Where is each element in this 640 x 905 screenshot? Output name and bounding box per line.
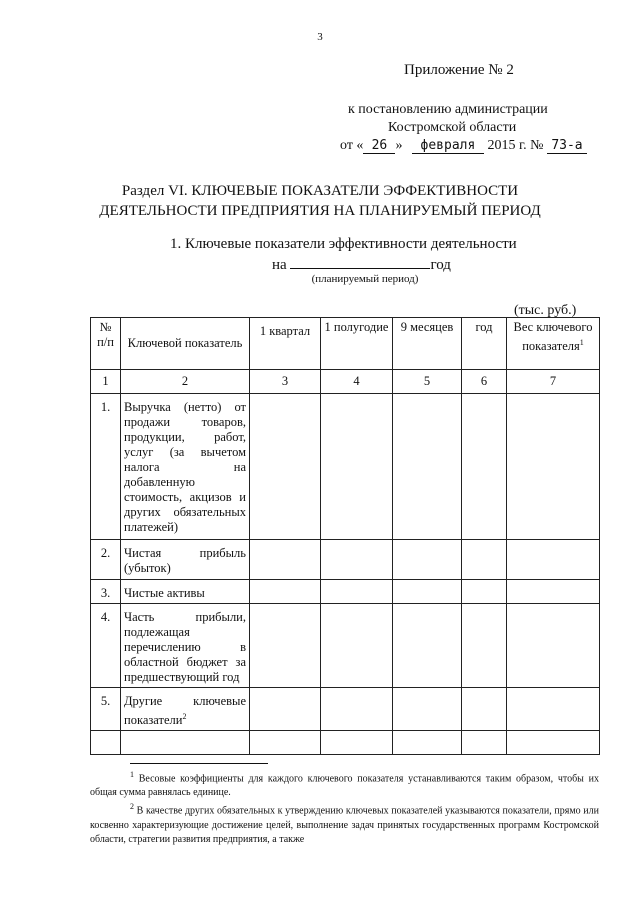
row-indicator: Чистая прибыль (убыток) [121,540,250,580]
row-number: 3. [91,580,121,604]
column-number-row [91,370,600,394]
cell-year[interactable] [462,604,507,688]
cell-empty[interactable] [250,731,321,755]
table-row [91,604,600,688]
table-row [91,394,600,540]
cell-weight[interactable] [507,394,600,540]
header-q1: 1 квартал [250,318,321,370]
col-number: 5 [393,370,462,394]
table-subtitle: 1. Ключевые показатели эффективности деятельности [170,236,517,252]
cell-year[interactable] [462,540,507,580]
cell-q1[interactable] [250,580,321,604]
cell-q1[interactable] [250,604,321,688]
footnote-mark-2: 2 [130,802,134,812]
decree-line-2: Костромской области [388,120,517,135]
cell-h1[interactable] [321,604,393,688]
header-num: № п/п [91,318,121,370]
cell-q1[interactable] [250,688,321,731]
cell-9m[interactable] [393,604,462,688]
cell-empty[interactable] [462,731,507,755]
decree-number: 73-а [547,139,587,154]
table-row [91,688,600,731]
footnotes [90,768,599,847]
table-row [91,540,600,580]
cell-h1[interactable] [321,540,393,580]
footnote-ref-2: 2 [182,712,187,721]
cell-weight[interactable] [507,580,600,604]
appendix-heading: Приложение № 2 [404,62,514,78]
row-indicator [121,688,250,731]
row-number: 5. [91,688,121,731]
table-row-empty [91,731,600,755]
planned-period-line [272,254,451,274]
row-number: 4. [91,604,121,688]
cell-h1[interactable] [321,394,393,540]
header-weight-text: Вес ключевого показателя [513,320,593,354]
units-label: (тыс. руб.) [514,303,577,318]
footnote-ref-1: 1 [579,338,584,347]
decree-year: 2015 г. № [487,138,544,153]
section-title-line-1: Раздел VI. КЛЮЧЕВЫЕ ПОКАЗАТЕЛИ ЭФФЕКТИВНОСТИ [121,183,519,199]
table-row [91,580,600,604]
period-suffix: год [430,257,451,273]
footnote-2-text: В качестве других обязательных к утверждению ключевых показателей указываются показатели, прямо или косвенно характеризующие достижение целей, выполнение задач принятых государственных программ Костромской области, стратегии развития предприятия, а также [90,805,600,845]
col-number: 6 [462,370,507,394]
header-indicator: Ключевой показатель [121,318,250,370]
cell-9m[interactable] [393,580,462,604]
footnote-separator [130,763,268,764]
row-number: 2. [91,540,121,580]
cell-weight[interactable] [507,688,600,731]
header-h1: 1 полугодие [321,318,393,370]
cell-weight[interactable] [507,540,600,580]
period-prefix: на [272,257,287,273]
decree-month: февраля [412,139,484,154]
header-row [91,318,600,370]
cell-year[interactable] [462,688,507,731]
row-indicator: Чистые активы [121,580,250,604]
cell-q1[interactable] [250,540,321,580]
footnote-1 [90,768,599,800]
decree-line-1: к постановлению администрации [348,102,548,117]
header-year: год [462,318,507,370]
section-title [0,181,640,221]
col-number: 1 [91,370,121,394]
cell-empty[interactable] [91,731,121,755]
row-indicator: Выручка (нетто) от продажи товаров, продукции, работ, услуг (за вычетом налога на добавленную стоимость, акцизов и других обязательных платежей) [121,394,250,540]
cell-year[interactable] [462,394,507,540]
period-hint: (планируемый период) [311,273,419,285]
date-prefix: от « [340,138,364,153]
section-title-line-2: ДЕЯТЕЛЬНОСТИ ПРЕДПРИЯТИЯ НА ПЛАНИРУЕМЫЙ ПЕРИОД [99,203,541,219]
date-mid: » [395,138,403,153]
cell-h1[interactable] [321,580,393,604]
header-9m: 9 месяцев [393,318,462,370]
period-blank [290,254,430,269]
footnote-1-text: Весовые коэффициенты для каждого ключевого показателя устанавливаются таким образом, чтобы их общая сумма равнялась единице. [90,773,599,799]
cell-9m[interactable] [393,540,462,580]
cell-h1[interactable] [321,688,393,731]
decree-date-line [340,137,587,155]
footnote-2 [90,800,599,846]
cell-empty[interactable] [393,731,462,755]
col-number: 2 [121,370,250,394]
header-weight [507,318,600,370]
cell-9m[interactable] [393,394,462,540]
cell-9m[interactable] [393,688,462,731]
row-indicator: Часть прибыли, подлежащая перечислению в областной бюджет за предшествующий год [121,604,250,688]
cell-q1[interactable] [250,394,321,540]
cell-year[interactable] [462,580,507,604]
col-number: 7 [507,370,600,394]
row-number: 1. [91,394,121,540]
row-indicator-text: Другие ключевые показатели [124,694,246,728]
cell-weight[interactable] [507,604,600,688]
col-number: 4 [321,370,393,394]
decree-day: 26 [363,139,395,154]
decree-reference [340,101,587,155]
cell-empty[interactable] [321,731,393,755]
cell-empty[interactable] [121,731,250,755]
key-indicators-table [90,317,600,755]
footnote-mark-1: 1 [130,770,134,779]
cell-empty[interactable] [507,731,600,755]
page-number: 3 [317,31,323,43]
col-number: 3 [250,370,321,394]
